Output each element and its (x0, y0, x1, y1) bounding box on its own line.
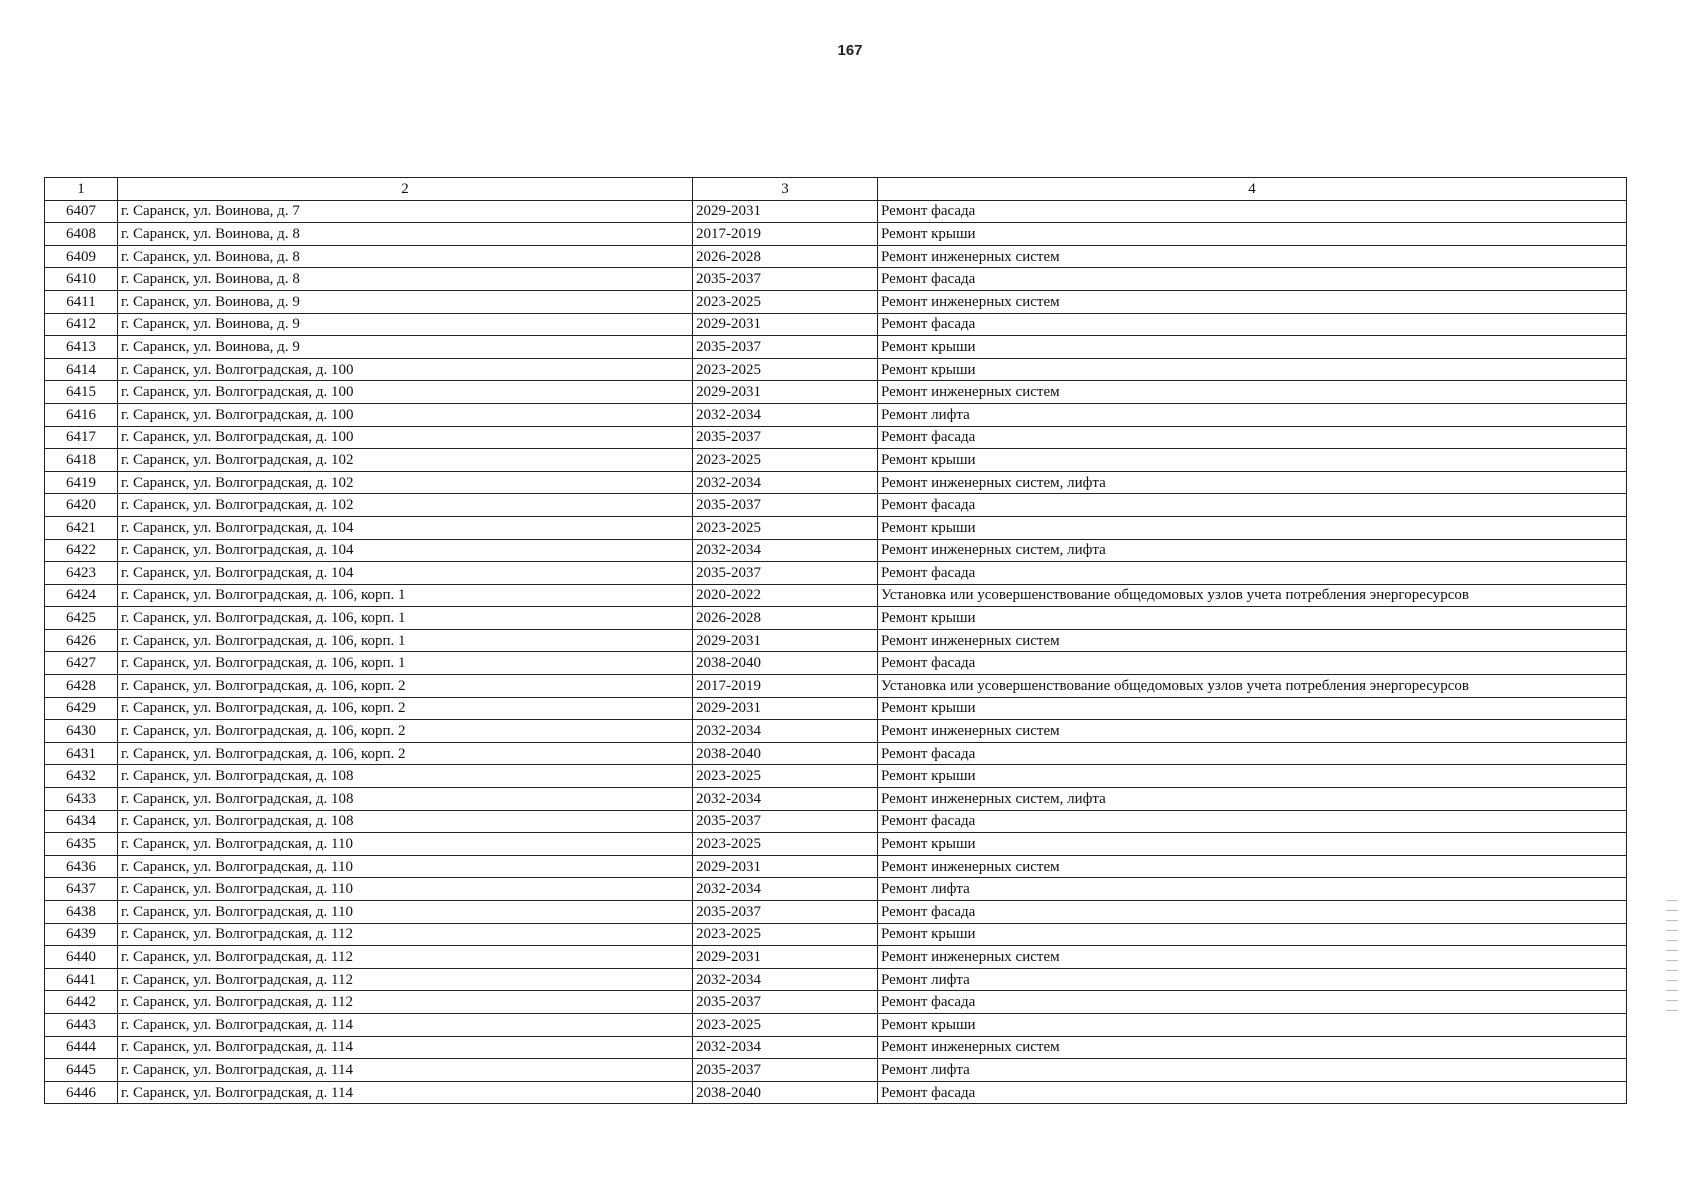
table-row (45, 516, 1627, 539)
period-cell: 2017-2019 (693, 675, 878, 698)
period-cell: 2035-2037 (693, 810, 878, 833)
row-number: 6424 (45, 584, 118, 607)
period-cell: 2032-2034 (693, 788, 878, 811)
row-number: 6421 (45, 516, 118, 539)
row-number: 6441 (45, 968, 118, 991)
work-type-cell: Ремонт лифта (878, 878, 1627, 901)
address-cell: г. Саранск, ул. Волгоградская, д. 104 (118, 562, 693, 585)
period-cell: 2035-2037 (693, 991, 878, 1014)
work-type-cell: Ремонт крыши (878, 833, 1627, 856)
period-cell: 2032-2034 (693, 878, 878, 901)
table-row (45, 742, 1627, 765)
table-row (45, 652, 1627, 675)
table-row (45, 607, 1627, 630)
column-header: 2 (118, 178, 693, 201)
row-number: 6427 (45, 652, 118, 675)
row-number: 6408 (45, 223, 118, 246)
table-row (45, 290, 1627, 313)
address-cell: г. Саранск, ул. Волгоградская, д. 110 (118, 901, 693, 924)
period-cell: 2023-2025 (693, 290, 878, 313)
work-type-cell: Ремонт фасада (878, 268, 1627, 291)
table-row (45, 539, 1627, 562)
period-cell: 2023-2025 (693, 358, 878, 381)
row-number: 6429 (45, 697, 118, 720)
row-number: 6411 (45, 290, 118, 313)
row-number: 6443 (45, 1013, 118, 1036)
period-cell: 2035-2037 (693, 268, 878, 291)
column-header: 4 (878, 178, 1627, 201)
work-type-cell: Ремонт инженерных систем (878, 720, 1627, 743)
row-number: 6436 (45, 855, 118, 878)
address-cell: г. Саранск, ул. Волгоградская, д. 106, корп. 2 (118, 720, 693, 743)
table-row (45, 381, 1627, 404)
row-number: 6416 (45, 403, 118, 426)
table-row (45, 878, 1627, 901)
work-type-cell: Ремонт инженерных систем (878, 381, 1627, 404)
address-cell: г. Саранск, ул. Волгоградская, д. 106, корп. 2 (118, 675, 693, 698)
work-type-cell: Ремонт инженерных систем, лифта (878, 788, 1627, 811)
work-type-cell: Ремонт фасада (878, 901, 1627, 924)
work-type-cell: Ремонт фасада (878, 810, 1627, 833)
address-cell: г. Саранск, ул. Воинова, д. 7 (118, 200, 693, 223)
table-row (45, 200, 1627, 223)
work-type-cell: Ремонт крыши (878, 516, 1627, 539)
row-number: 6444 (45, 1036, 118, 1059)
work-type-cell: Ремонт фасада (878, 991, 1627, 1014)
period-cell: 2023-2025 (693, 833, 878, 856)
period-cell: 2035-2037 (693, 336, 878, 359)
table-row (45, 1036, 1627, 1059)
table-row (45, 946, 1627, 969)
period-cell: 2035-2037 (693, 426, 878, 449)
row-number: 6426 (45, 629, 118, 652)
row-number: 6422 (45, 539, 118, 562)
table-row (45, 403, 1627, 426)
period-cell: 2023-2025 (693, 765, 878, 788)
period-cell: 2032-2034 (693, 720, 878, 743)
table-row (45, 697, 1627, 720)
table-header-row (45, 178, 1627, 201)
period-cell: 2017-2019 (693, 223, 878, 246)
scan-edge-marks (1666, 900, 1686, 1100)
table-row (45, 494, 1627, 517)
address-cell: г. Саранск, ул. Волгоградская, д. 112 (118, 991, 693, 1014)
row-number: 6407 (45, 200, 118, 223)
table-body (45, 200, 1627, 1104)
row-number: 6434 (45, 810, 118, 833)
table-row (45, 901, 1627, 924)
address-cell: г. Саранск, ул. Волгоградская, д. 108 (118, 788, 693, 811)
work-type-cell: Ремонт фасада (878, 562, 1627, 585)
address-cell: г. Саранск, ул. Волгоградская, д. 102 (118, 494, 693, 517)
work-type-cell: Ремонт инженерных систем, лифта (878, 539, 1627, 562)
table-row (45, 923, 1627, 946)
table-row (45, 833, 1627, 856)
work-type-cell: Ремонт инженерных систем (878, 1036, 1627, 1059)
address-cell: г. Саранск, ул. Волгоградская, д. 102 (118, 471, 693, 494)
address-cell: г. Саранск, ул. Волгоградская, д. 106, корп. 1 (118, 584, 693, 607)
table-row (45, 720, 1627, 743)
period-cell: 2038-2040 (693, 1081, 878, 1104)
row-number: 6439 (45, 923, 118, 946)
work-type-cell: Ремонт крыши (878, 923, 1627, 946)
address-cell: г. Саранск, ул. Волгоградская, д. 106, корп. 2 (118, 697, 693, 720)
address-cell: г. Саранск, ул. Волгоградская, д. 108 (118, 810, 693, 833)
address-cell: г. Саранск, ул. Волгоградская, д. 100 (118, 403, 693, 426)
address-cell: г. Саранск, ул. Волгоградская, д. 100 (118, 426, 693, 449)
column-header: 1 (45, 178, 118, 201)
address-cell: г. Саранск, ул. Волгоградская, д. 102 (118, 449, 693, 472)
table-row (45, 268, 1627, 291)
address-cell: г. Саранск, ул. Волгоградская, д. 114 (118, 1036, 693, 1059)
period-cell: 2038-2040 (693, 742, 878, 765)
row-number: 6446 (45, 1081, 118, 1104)
work-type-cell: Ремонт крыши (878, 765, 1627, 788)
address-cell: г. Саранск, ул. Волгоградская, д. 112 (118, 968, 693, 991)
period-cell: 2029-2031 (693, 855, 878, 878)
row-number: 6430 (45, 720, 118, 743)
address-cell: г. Саранск, ул. Воинова, д. 8 (118, 223, 693, 246)
address-cell: г. Саранск, ул. Волгоградская, д. 104 (118, 539, 693, 562)
address-cell: г. Саранск, ул. Волгоградская, д. 100 (118, 358, 693, 381)
address-cell: г. Саранск, ул. Волгоградская, д. 106, корп. 1 (118, 652, 693, 675)
work-type-cell: Ремонт инженерных систем (878, 946, 1627, 969)
table-row (45, 245, 1627, 268)
work-type-cell: Ремонт фасада (878, 742, 1627, 765)
table-row (45, 449, 1627, 472)
row-number: 6428 (45, 675, 118, 698)
page-number: 167 (837, 42, 863, 59)
row-number: 6442 (45, 991, 118, 1014)
period-cell: 2029-2031 (693, 200, 878, 223)
column-header: 3 (693, 178, 878, 201)
work-type-cell: Ремонт фасада (878, 1081, 1627, 1104)
address-cell: г. Саранск, ул. Волгоградская, д. 114 (118, 1013, 693, 1036)
address-cell: г. Саранск, ул. Воинова, д. 8 (118, 245, 693, 268)
period-cell: 2035-2037 (693, 562, 878, 585)
period-cell: 2032-2034 (693, 539, 878, 562)
period-cell: 2023-2025 (693, 516, 878, 539)
period-cell: 2029-2031 (693, 381, 878, 404)
row-number: 6431 (45, 742, 118, 765)
table-row (45, 991, 1627, 1014)
work-type-cell: Ремонт крыши (878, 449, 1627, 472)
work-type-cell: Установка или усовершенствование общедомовых узлов учета потребления энергоресурсов (878, 675, 1627, 698)
row-number: 6433 (45, 788, 118, 811)
row-number: 6425 (45, 607, 118, 630)
address-cell: г. Саранск, ул. Волгоградская, д. 100 (118, 381, 693, 404)
row-number: 6437 (45, 878, 118, 901)
row-number: 6445 (45, 1059, 118, 1082)
period-cell: 2032-2034 (693, 968, 878, 991)
work-type-cell: Ремонт инженерных систем, лифта (878, 471, 1627, 494)
period-cell: 2032-2034 (693, 1036, 878, 1059)
work-type-cell: Ремонт инженерных систем (878, 245, 1627, 268)
table-row (45, 336, 1627, 359)
period-cell: 2038-2040 (693, 652, 878, 675)
period-cell: 2032-2034 (693, 403, 878, 426)
address-cell: г. Саранск, ул. Воинова, д. 9 (118, 290, 693, 313)
register-table (44, 177, 1627, 1104)
period-cell: 2023-2025 (693, 1013, 878, 1036)
row-number: 6440 (45, 946, 118, 969)
address-cell: г. Саранск, ул. Волгоградская, д. 112 (118, 946, 693, 969)
work-type-cell: Ремонт крыши (878, 223, 1627, 246)
address-cell: г. Саранск, ул. Волгоградская, д. 114 (118, 1059, 693, 1082)
period-cell: 2035-2037 (693, 1059, 878, 1082)
work-type-cell: Ремонт крыши (878, 1013, 1627, 1036)
period-cell: 2029-2031 (693, 697, 878, 720)
work-type-cell: Ремонт крыши (878, 358, 1627, 381)
row-number: 6435 (45, 833, 118, 856)
address-cell: г. Саранск, ул. Волгоградская, д. 106, корп. 1 (118, 607, 693, 630)
table-row (45, 1013, 1627, 1036)
address-cell: г. Саранск, ул. Волгоградская, д. 108 (118, 765, 693, 788)
row-number: 6432 (45, 765, 118, 788)
table-row (45, 765, 1627, 788)
address-cell: г. Саранск, ул. Волгоградская, д. 106, корп. 1 (118, 629, 693, 652)
period-cell: 2026-2028 (693, 245, 878, 268)
address-cell: г. Саранск, ул. Волгоградская, д. 110 (118, 833, 693, 856)
work-type-cell: Ремонт лифта (878, 1059, 1627, 1082)
row-number: 6413 (45, 336, 118, 359)
table-row (45, 968, 1627, 991)
address-cell: г. Саранск, ул. Воинова, д. 9 (118, 313, 693, 336)
period-cell: 2029-2031 (693, 629, 878, 652)
row-number: 6419 (45, 471, 118, 494)
row-number: 6438 (45, 901, 118, 924)
address-cell: г. Саранск, ул. Волгоградская, д. 114 (118, 1081, 693, 1104)
row-number: 6409 (45, 245, 118, 268)
table-row (45, 313, 1627, 336)
work-type-cell: Ремонт инженерных систем (878, 290, 1627, 313)
table-row (45, 788, 1627, 811)
address-cell: г. Саранск, ул. Воинова, д. 8 (118, 268, 693, 291)
table-row (45, 584, 1627, 607)
row-number: 6423 (45, 562, 118, 585)
period-cell: 2026-2028 (693, 607, 878, 630)
address-cell: г. Саранск, ул. Волгоградская, д. 110 (118, 855, 693, 878)
period-cell: 2020-2022 (693, 584, 878, 607)
period-cell: 2032-2034 (693, 471, 878, 494)
row-number: 6420 (45, 494, 118, 517)
work-type-cell: Ремонт фасада (878, 426, 1627, 449)
work-type-cell: Ремонт крыши (878, 697, 1627, 720)
table-row (45, 471, 1627, 494)
row-number: 6412 (45, 313, 118, 336)
table-row (45, 358, 1627, 381)
address-cell: г. Саранск, ул. Воинова, д. 9 (118, 336, 693, 359)
period-cell: 2035-2037 (693, 901, 878, 924)
work-type-cell: Ремонт фасада (878, 313, 1627, 336)
table-row (45, 629, 1627, 652)
work-type-cell: Ремонт крыши (878, 336, 1627, 359)
table-row (45, 426, 1627, 449)
work-type-cell: Ремонт фасада (878, 652, 1627, 675)
table-row (45, 562, 1627, 585)
period-cell: 2023-2025 (693, 449, 878, 472)
work-type-cell: Ремонт инженерных систем (878, 855, 1627, 878)
table-row (45, 223, 1627, 246)
work-type-cell: Ремонт инженерных систем (878, 629, 1627, 652)
period-cell: 2029-2031 (693, 313, 878, 336)
table-row (45, 675, 1627, 698)
period-cell: 2035-2037 (693, 494, 878, 517)
row-number: 6417 (45, 426, 118, 449)
address-cell: г. Саранск, ул. Волгоградская, д. 112 (118, 923, 693, 946)
row-number: 6418 (45, 449, 118, 472)
period-cell: 2023-2025 (693, 923, 878, 946)
work-type-cell: Ремонт фасада (878, 200, 1627, 223)
work-type-cell: Ремонт фасада (878, 494, 1627, 517)
table-row (45, 1081, 1627, 1104)
table-row (45, 1059, 1627, 1082)
row-number: 6415 (45, 381, 118, 404)
address-cell: г. Саранск, ул. Волгоградская, д. 110 (118, 878, 693, 901)
work-type-cell: Установка или усовершенствование общедомовых узлов учета потребления энергоресурсов (878, 584, 1627, 607)
address-cell: г. Саранск, ул. Волгоградская, д. 106, корп. 2 (118, 742, 693, 765)
address-cell: г. Саранск, ул. Волгоградская, д. 104 (118, 516, 693, 539)
table-row (45, 810, 1627, 833)
work-type-cell: Ремонт крыши (878, 607, 1627, 630)
table-row (45, 855, 1627, 878)
row-number: 6410 (45, 268, 118, 291)
period-cell: 2029-2031 (693, 946, 878, 969)
row-number: 6414 (45, 358, 118, 381)
work-type-cell: Ремонт лифта (878, 968, 1627, 991)
work-type-cell: Ремонт лифта (878, 403, 1627, 426)
